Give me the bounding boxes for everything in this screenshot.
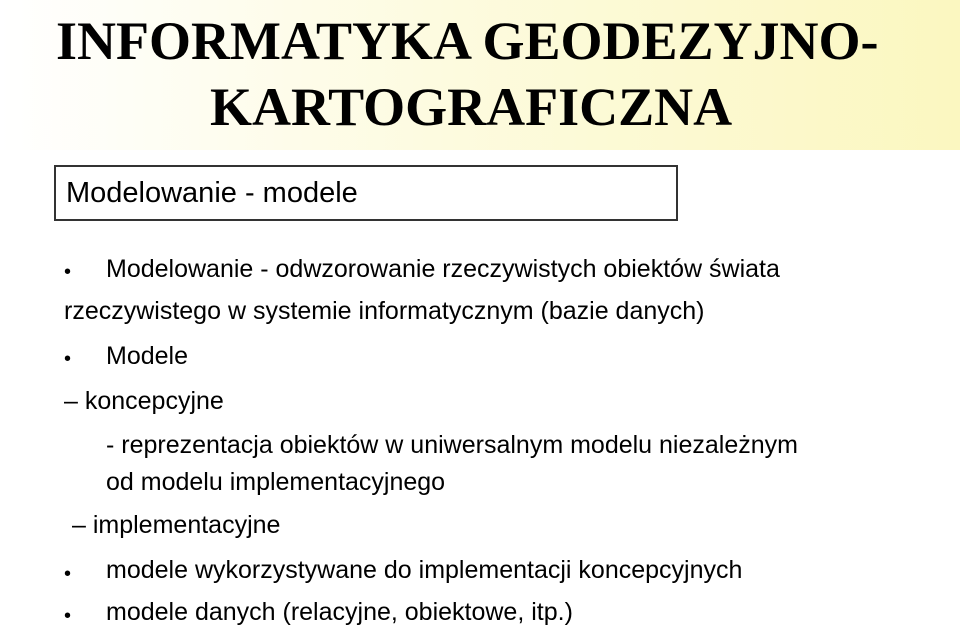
subtitle-text: Modelowanie - modele <box>66 177 358 209</box>
slide-title-line-1: INFORMATYKA GEODEZYJNO- <box>56 11 879 71</box>
bullet-text-modele-wykorzystywane: modele wykorzystywane do implementacji koncepcyjnych <box>106 556 743 584</box>
subtitle-box <box>54 165 678 221</box>
dash-item-implementacyjne: – implementacyjne <box>72 511 281 539</box>
bullet-text-modelowanie: Modelowanie - odwzorowanie rzeczywistych obiektów świata <box>106 255 780 283</box>
bullet-marker: • <box>64 563 72 585</box>
bullet-text-modele-danych: modele danych (relacyjne, obiektowe, itp.) <box>106 598 573 626</box>
dash-item-koncepcyjne: – koncepcyjne <box>64 387 224 415</box>
sub-item-reprezentacja-cont: od modelu implementacyjnego <box>106 468 446 496</box>
bullet-marker: • <box>64 261 72 283</box>
bullet-marker: • <box>64 605 72 627</box>
slide-title-line-2: KARTOGRAFICZNA <box>210 77 733 137</box>
bullet-marker: • <box>64 348 72 370</box>
bullet-text-modelowanie-cont: rzeczywistego w systemie informatycznym (bazie danych) <box>64 297 705 325</box>
sub-item-reprezentacja: - reprezentacja obiektów w uniwersalnym modelu niezależnym <box>106 431 798 459</box>
bullet-text-modele: Modele <box>106 342 188 370</box>
